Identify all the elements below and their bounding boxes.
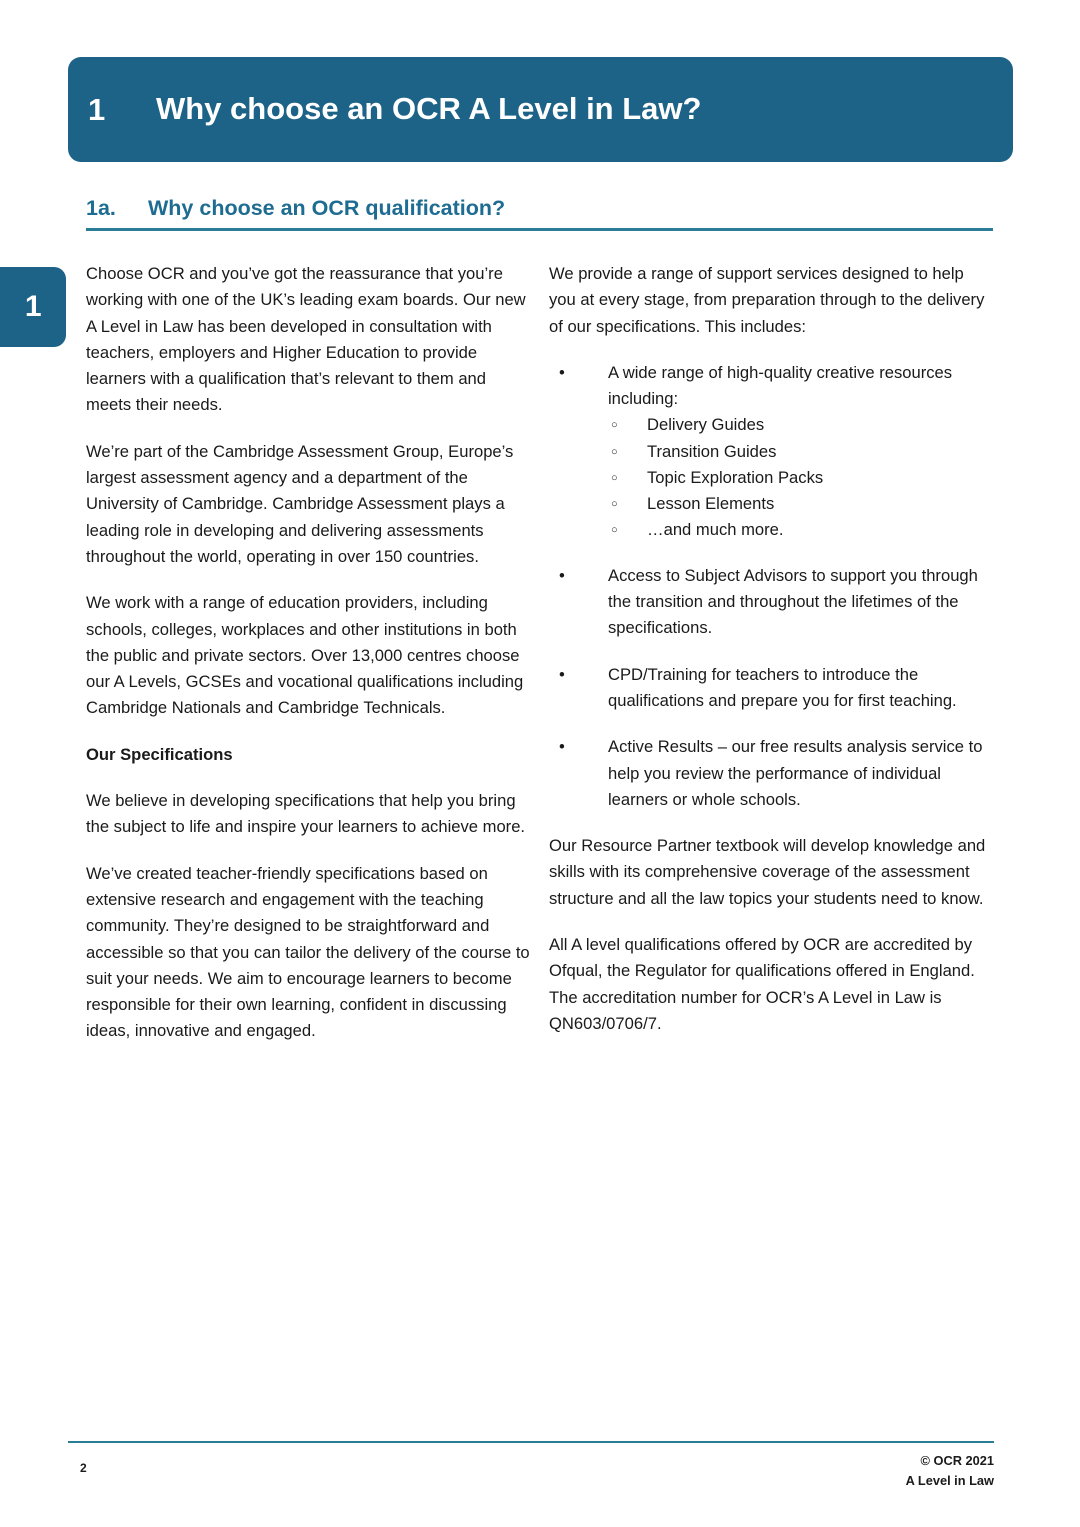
hollow-bullet-icon: ○ [611,419,618,432]
footer-meta [906,1451,994,1491]
bullet-icon: • [559,664,565,684]
paragraph: We’re part of the Cambridge Assessment Group, Europe’s largest assessment agency and a department of the University of Cambridge. Cambridge Assessment plays a leading role in developing and delivering assessments throughout the world, operating in over 150 countries. [86,441,514,566]
sub-list [608,412,993,542]
page-number: 2 [80,1461,87,1475]
section-heading-rule [86,228,993,231]
list-item-text: Access to Subject Advisors to support you through the transition and throughout the lifetimes of the specifications. [608,565,978,638]
left-column [86,261,530,1065]
hollow-bullet-icon: ○ [611,471,618,484]
chapter-side-tab [0,267,66,347]
list-item [549,360,993,543]
list-item-text: Active Results – our free results analysis service to help you review the performance of individual learners or whole schools. [608,737,983,809]
sub-list-item [608,465,993,491]
paragraph: We’ve created teacher-friendly specifications based on extensive research and engagement with the teaching community. They’re designed to be straightforward and accessible so that you can tailor the delivery of the course to suit your needs. We aim to encourage learners to become responsible for their own learning, confident in discussing ideas, innovative and engaged. [86,863,530,1041]
paragraph: We provide a range of support services designed to help you at every stage, from preparation through to the delivery of our specifications. This includes: [549,264,985,336]
section-heading-row [86,196,993,228]
qualification-name: A Level in Law [905,1472,994,1488]
list-item-text: CPD/Training for teachers to introduce the qualifications and prepare you for first teaching. [608,664,957,710]
section-heading-number: 1a. [86,196,116,220]
page-footer [68,1441,994,1491]
sub-list-item-text: Topic Exploration Packs [647,467,824,487]
section-heading [86,196,993,231]
paragraph: All A level qualifications offered by OCR are accredited by Ofqual, the Regulator for qualifications offered in England. The accreditation number for OCR’s A Level in Law is QN603/0706/7. [549,934,975,1033]
list-item [549,734,993,813]
hollow-bullet-icon: ○ [611,497,618,510]
paragraph: Our Resource Partner textbook will develop knowledge and skills with its comprehensive coverage of the assessment structure and all the law topics your students need to know. [549,836,986,908]
sub-list-item [608,412,993,438]
sub-list-item [608,491,993,517]
sub-list-item-text: …and much more. [647,519,784,539]
list-item [549,662,993,715]
sub-list-item [608,517,993,543]
list-item-text: A wide range of high-quality creative resources including: [608,362,953,409]
right-column [549,261,993,1065]
section-heading-title: Why choose an OCR qualification? [148,196,506,220]
bullet-icon: • [559,565,565,585]
footer-row [68,1443,994,1491]
chapter-side-tab-number: 1 [24,290,42,323]
paragraph: We believe in developing specifications that help you bring the subject to life and inspire your learners to achieve more. [86,791,526,837]
paragraph: Choose OCR and you’ve got the reassurance that you’re working with one of the UK’s leading exam boards. Our new A Level in Law has been developed in consultation with teachers, employers and Higher Education to provide learners with a qualification that’s relevant to them and meets their needs. [86,264,526,415]
sub-list-item-text: Lesson Elements [647,493,775,513]
sub-list-item-text: Delivery Guides [647,415,765,435]
list-item [549,563,993,642]
hollow-bullet-icon: ○ [611,445,618,458]
chapter-banner [68,57,1013,162]
bullet-icon: • [559,737,565,757]
support-services-list [549,360,993,813]
sub-list-item-text: Transition Guides [647,441,777,461]
copyright-text: © OCR 2021 [920,1453,994,1468]
bullet-icon: • [559,362,565,382]
subheading-our-specifications: Our Specifications [86,744,233,764]
chapter-banner-title: Why choose an OCR A Level in Law? [156,91,702,127]
body-columns [86,261,994,1065]
paragraph: We work with a range of education providers, including schools, colleges, workplaces and other institutions in both the public and private sectors. Over 13,000 centres choose our A Levels, GCSEs and vocational qualifications including Cambridge Nationals and Cambridge Technicals. [86,593,524,718]
chapter-banner-number: 1 [88,92,106,127]
sub-list-item [608,439,993,465]
hollow-bullet-icon: ○ [611,523,618,536]
